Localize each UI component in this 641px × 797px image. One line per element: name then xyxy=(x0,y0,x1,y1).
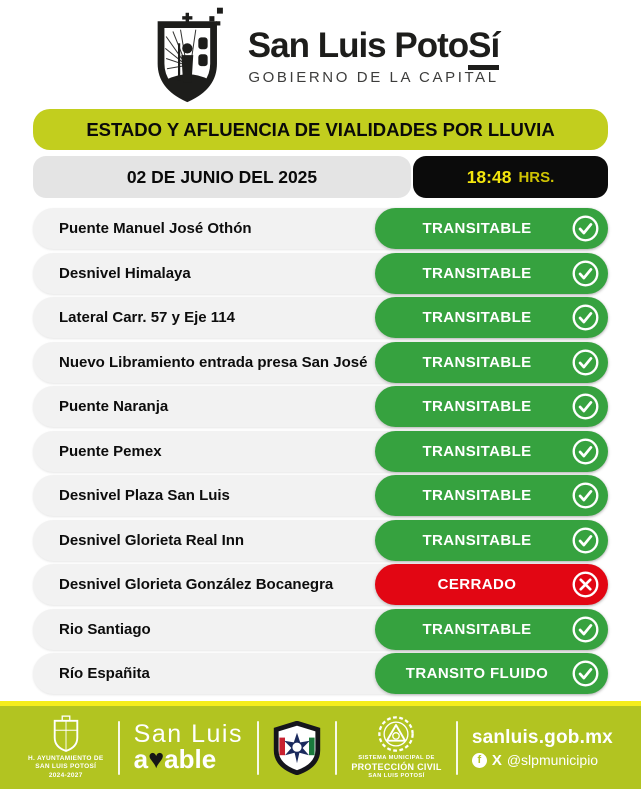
pc-line2: PROTECCIÓN CIVIL xyxy=(351,762,442,773)
status-badge xyxy=(375,564,608,605)
road-name: Puente Pemex xyxy=(59,442,162,460)
amable-bottom: a♥able xyxy=(133,744,217,774)
road-name: Puente Naranja xyxy=(59,398,169,415)
status-label: TRANSITO FLUIDO xyxy=(405,665,549,682)
footer-divider xyxy=(118,721,120,775)
status-badge xyxy=(375,475,608,516)
road-name: Desnivel Plaza San Luis xyxy=(59,487,230,504)
title-banner: ESTADO Y AFLUENCIA DE VIALIDADES POR LLUVIA xyxy=(33,109,608,150)
status-badge xyxy=(375,609,608,650)
check-circle-icon xyxy=(571,526,600,555)
status-label: TRANSITABLE xyxy=(422,264,532,282)
road-row xyxy=(33,609,608,650)
status-label: TRANSITABLE xyxy=(422,442,532,460)
check-circle-icon xyxy=(571,303,600,332)
check-circle-icon xyxy=(571,481,600,510)
status-label: CERRADO xyxy=(437,576,517,593)
status-badge xyxy=(375,342,608,383)
check-circle-icon xyxy=(571,659,600,688)
date-pill: 02 DE JUNIO DEL 2025 xyxy=(33,156,411,198)
check-circle-icon xyxy=(571,214,600,243)
pc-line1: SISTEMA MUNICIPAL DE xyxy=(358,755,435,762)
footer-divider xyxy=(335,721,337,775)
date-time-bar xyxy=(33,156,608,198)
check-circle-icon xyxy=(571,392,600,421)
status-badge xyxy=(375,520,608,561)
road-name: Lateral Carr. 57 y Eje 114 xyxy=(59,309,235,326)
status-label: TRANSITABLE xyxy=(422,398,532,415)
footer xyxy=(0,706,641,789)
footer-divider xyxy=(257,721,259,775)
road-name: Río Españita xyxy=(59,665,150,682)
status-badge xyxy=(375,653,608,694)
status-label: TRANSITABLE xyxy=(422,531,532,549)
status-label: TRANSITABLE xyxy=(422,353,532,371)
road-name: Desnivel Glorieta Real Inn xyxy=(59,531,245,549)
status-badge xyxy=(375,431,608,472)
x-twitter-icon: X xyxy=(491,751,502,769)
road-name: Nuevo Libramiento entrada presa San José xyxy=(59,353,368,371)
status-label: TRANSITABLE xyxy=(422,620,532,638)
status-badge xyxy=(375,253,608,294)
status-label: TRANSITABLE xyxy=(422,487,532,504)
ayuntamiento-block xyxy=(28,715,103,780)
san-luis-amable-logo xyxy=(134,722,243,773)
status-badge xyxy=(375,297,608,338)
road-name: Desnivel Glorieta González Bocanegra xyxy=(59,576,334,593)
time-value: 18:48 xyxy=(466,166,512,187)
social-handle: @slpmunicipio xyxy=(506,752,599,768)
status-badge xyxy=(375,208,608,249)
check-circle-icon xyxy=(571,437,600,466)
check-circle-icon xyxy=(571,615,600,644)
heart-icon: ♥ xyxy=(148,744,165,774)
police-badge-icon xyxy=(273,721,321,775)
road-row xyxy=(33,431,608,472)
check-circle-icon xyxy=(571,348,600,377)
road-row xyxy=(33,342,608,383)
brand-suffix-underlined: Sí xyxy=(468,26,499,70)
header-brand xyxy=(248,26,499,86)
roads-list xyxy=(33,208,608,694)
amable-top: San Luis xyxy=(133,720,243,748)
ayuntamiento-line1: H. AYUNTAMIENTO DE xyxy=(28,754,104,762)
time-unit: HRS. xyxy=(518,168,555,186)
footer-divider xyxy=(456,721,458,775)
status-badge xyxy=(375,386,608,427)
road-row xyxy=(33,475,608,516)
road-row xyxy=(33,386,608,427)
brand-subtitle: GOBIERNO DE LA CAPITAL xyxy=(248,69,499,86)
brand-title: San Luis PotoSí xyxy=(248,26,499,66)
status-label: TRANSITABLE xyxy=(422,220,532,237)
check-circle-icon xyxy=(571,259,600,288)
website-url: sanluis.gob.mx xyxy=(471,727,613,748)
ayuntamiento-line2: SAN LUIS POTOSÍ xyxy=(35,763,97,771)
x-circle-icon xyxy=(571,570,600,599)
facebook-icon: f xyxy=(472,753,487,768)
ayuntamiento-line3: 2024-2027 xyxy=(48,771,83,779)
ayuntamiento-shield-icon xyxy=(50,715,82,753)
proteccion-civil-block xyxy=(351,715,441,780)
road-row xyxy=(33,653,608,694)
header xyxy=(0,0,641,104)
road-row xyxy=(33,520,608,561)
coat-of-arms-icon xyxy=(142,6,236,106)
road-name: Desnivel Himalaya xyxy=(59,264,191,282)
road-row xyxy=(33,297,608,338)
road-row xyxy=(33,208,608,249)
social-row xyxy=(472,752,613,768)
pc-line3: SAN LUIS POTOSÍ xyxy=(368,772,425,779)
status-label: TRANSITABLE xyxy=(422,309,532,326)
road-row xyxy=(33,253,608,294)
road-row xyxy=(33,564,608,605)
proteccion-civil-icon xyxy=(377,715,415,753)
road-name: Puente Manuel José Othón xyxy=(59,220,252,237)
time-pill xyxy=(413,156,608,198)
web-social-block xyxy=(472,727,613,768)
road-name: Rio Santiago xyxy=(59,620,151,638)
